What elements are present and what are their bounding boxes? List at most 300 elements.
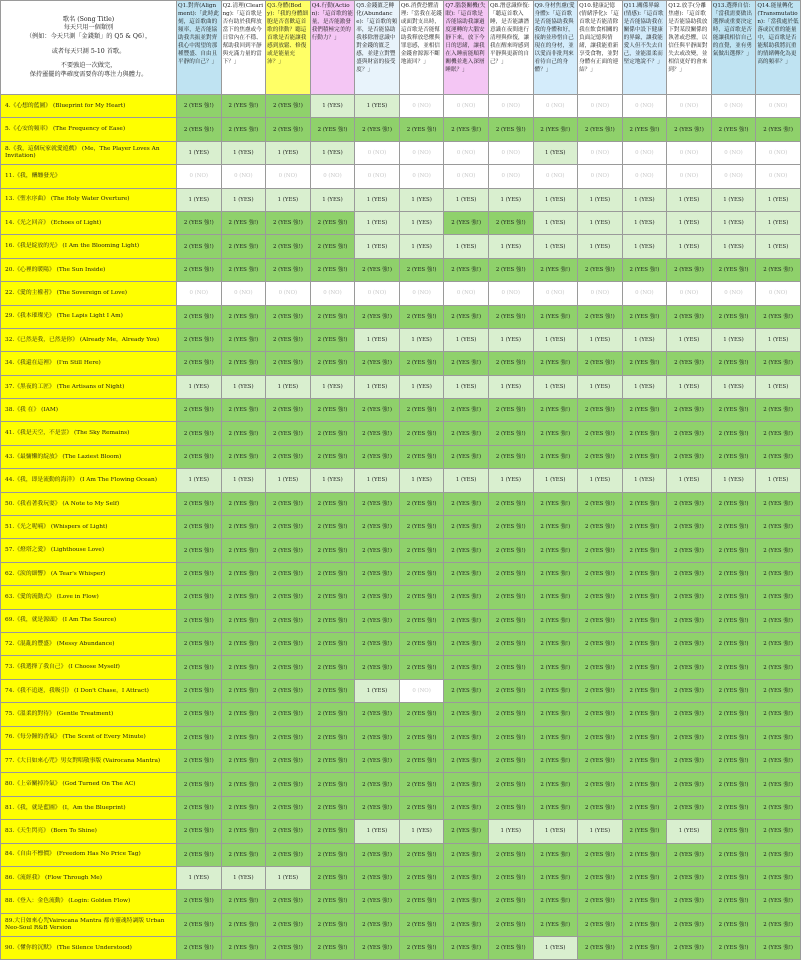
score-cell[interactable]: 1 (YES)	[667, 328, 712, 351]
song-title-cell[interactable]: 77.《大日如來心咒》男女對唱敬事版 (Vairocana Mantra)	[1, 749, 177, 772]
score-cell[interactable]: 2 (YES 強!)	[177, 890, 222, 913]
score-cell[interactable]: 1 (YES)	[667, 188, 712, 211]
score-cell[interactable]: 2 (YES 強!)	[355, 937, 400, 960]
score-cell[interactable]: 2 (YES 強!)	[444, 773, 489, 796]
score-cell[interactable]: 2 (YES 強!)	[177, 609, 222, 632]
score-cell[interactable]: 2 (YES 強!)	[310, 703, 355, 726]
score-cell[interactable]: 1 (YES)	[444, 188, 489, 211]
score-cell[interactable]: 2 (YES 強!)	[399, 399, 444, 422]
score-cell[interactable]: 0 (NO)	[221, 165, 266, 188]
score-cell[interactable]: 2 (YES 強!)	[533, 586, 578, 609]
score-cell[interactable]: 2 (YES 強!)	[444, 492, 489, 515]
song-title-cell[interactable]: 69.《我，就是源頭》 (I Am The Source)	[1, 609, 177, 632]
score-cell[interactable]: 2 (YES 強!)	[711, 562, 756, 585]
score-cell[interactable]: 2 (YES 強!)	[266, 328, 311, 351]
score-cell[interactable]: 2 (YES 強!)	[266, 609, 311, 632]
score-cell[interactable]: 0 (NO)	[667, 165, 712, 188]
score-cell[interactable]: 1 (YES)	[310, 188, 355, 211]
score-cell[interactable]: 2 (YES 強!)	[756, 820, 801, 843]
score-cell[interactable]: 2 (YES 強!)	[667, 586, 712, 609]
score-cell[interactable]: 2 (YES 強!)	[444, 539, 489, 562]
score-cell[interactable]: 2 (YES 強!)	[622, 726, 667, 749]
score-cell[interactable]: 2 (YES 強!)	[578, 679, 623, 702]
score-cell[interactable]: 2 (YES 強!)	[221, 492, 266, 515]
score-cell[interactable]: 2 (YES 強!)	[667, 866, 712, 889]
score-cell[interactable]: 2 (YES 強!)	[488, 211, 533, 234]
song-title-cell[interactable]: 76.《每分鐘的香氣》 (The Scent of Every Minute)	[1, 726, 177, 749]
score-cell[interactable]: 2 (YES 強!)	[221, 539, 266, 562]
score-cell[interactable]: 2 (YES 強!)	[667, 399, 712, 422]
score-cell[interactable]: 2 (YES 強!)	[221, 656, 266, 679]
score-cell[interactable]: 1 (YES)	[667, 211, 712, 234]
score-cell[interactable]: 2 (YES 強!)	[756, 890, 801, 913]
score-cell[interactable]: 2 (YES 強!)	[533, 516, 578, 539]
score-cell[interactable]: 2 (YES 強!)	[711, 352, 756, 375]
score-cell[interactable]: 1 (YES)	[488, 469, 533, 492]
score-cell[interactable]: 1 (YES)	[756, 211, 801, 234]
score-cell[interactable]: 2 (YES 強!)	[756, 352, 801, 375]
score-cell[interactable]: 2 (YES 強!)	[622, 937, 667, 960]
score-cell[interactable]: 1 (YES)	[533, 375, 578, 398]
score-cell[interactable]: 2 (YES 強!)	[444, 562, 489, 585]
score-cell[interactable]: 2 (YES 強!)	[711, 305, 756, 328]
score-cell[interactable]: 2 (YES 強!)	[310, 492, 355, 515]
score-cell[interactable]: 1 (YES)	[177, 375, 222, 398]
score-cell[interactable]: 2 (YES 強!)	[488, 539, 533, 562]
score-cell[interactable]: 2 (YES 強!)	[667, 656, 712, 679]
score-cell[interactable]: 2 (YES 強!)	[444, 866, 489, 889]
score-cell[interactable]: 2 (YES 強!)	[711, 773, 756, 796]
score-cell[interactable]: 1 (YES)	[533, 937, 578, 960]
score-cell[interactable]: 2 (YES 強!)	[444, 211, 489, 234]
song-title-cell[interactable]: 57.《燈塔之愛》 (Lighthouse Love)	[1, 539, 177, 562]
score-cell[interactable]: 2 (YES 強!)	[221, 211, 266, 234]
score-cell[interactable]: 1 (YES)	[355, 679, 400, 702]
score-cell[interactable]: 2 (YES 強!)	[667, 703, 712, 726]
score-cell[interactable]: 1 (YES)	[355, 235, 400, 258]
question-header-q8[interactable]: Q8.潛意識修復:「聽這首歌入睡，是否能讓潛意識在夜間進行清理與修復，讓我在醒來時感到平靜與更新的自己？」	[488, 1, 533, 95]
score-cell[interactable]: 2 (YES 強!)	[756, 562, 801, 585]
song-title-cell[interactable]: 14.《光之回音》 (Echoes of Light)	[1, 211, 177, 234]
score-cell[interactable]: 1 (YES)	[622, 188, 667, 211]
score-cell[interactable]: 1 (YES)	[355, 188, 400, 211]
score-cell[interactable]: 2 (YES 強!)	[488, 679, 533, 702]
score-cell[interactable]: 0 (NO)	[533, 282, 578, 305]
song-title-cell[interactable]: 29.《我本璀璨光》 (The Lapis Light I Am)	[1, 305, 177, 328]
score-cell[interactable]: 2 (YES 強!)	[266, 913, 311, 936]
score-cell[interactable]: 2 (YES 強!)	[177, 235, 222, 258]
score-cell[interactable]: 2 (YES 強!)	[266, 656, 311, 679]
score-cell[interactable]: 2 (YES 強!)	[578, 632, 623, 655]
score-cell[interactable]: 1 (YES)	[266, 188, 311, 211]
score-cell[interactable]: 2 (YES 強!)	[711, 516, 756, 539]
score-cell[interactable]: 2 (YES 強!)	[399, 703, 444, 726]
score-cell[interactable]: 1 (YES)	[310, 469, 355, 492]
score-cell[interactable]: 2 (YES 強!)	[355, 399, 400, 422]
song-title-cell[interactable]: 13.《聖水序曲》 (The Holy Water Overture)	[1, 188, 177, 211]
score-cell[interactable]: 0 (NO)	[266, 165, 311, 188]
score-cell[interactable]: 2 (YES 強!)	[266, 539, 311, 562]
score-cell[interactable]: 2 (YES 強!)	[399, 539, 444, 562]
song-title-cell[interactable]: 86.《流經我》 (Flow Through Me)	[1, 866, 177, 889]
score-cell[interactable]: 2 (YES 強!)	[310, 937, 355, 960]
song-title-cell[interactable]: 22.《愛的主權者》 (The Sovereign of Love)	[1, 282, 177, 305]
score-cell[interactable]: 2 (YES 強!)	[667, 562, 712, 585]
song-title-cell[interactable]: 72.《混亂的豐盛》 (Messy Abundance)	[1, 632, 177, 655]
score-cell[interactable]: 2 (YES 強!)	[488, 890, 533, 913]
score-cell[interactable]: 2 (YES 強!)	[488, 726, 533, 749]
score-cell[interactable]: 1 (YES)	[622, 375, 667, 398]
score-cell[interactable]: 2 (YES 強!)	[622, 422, 667, 445]
score-cell[interactable]: 2 (YES 強!)	[310, 726, 355, 749]
score-cell[interactable]: 0 (NO)	[444, 95, 489, 118]
score-cell[interactable]: 2 (YES 強!)	[355, 773, 400, 796]
score-cell[interactable]: 2 (YES 強!)	[221, 422, 266, 445]
score-cell[interactable]: 2 (YES 強!)	[444, 445, 489, 468]
score-cell[interactable]: 2 (YES 強!)	[488, 749, 533, 772]
score-cell[interactable]: 2 (YES 強!)	[578, 843, 623, 866]
score-cell[interactable]: 2 (YES 強!)	[667, 796, 712, 819]
score-cell[interactable]: 2 (YES 強!)	[444, 118, 489, 141]
score-cell[interactable]: 2 (YES 強!)	[177, 422, 222, 445]
score-cell[interactable]: 2 (YES 強!)	[177, 820, 222, 843]
score-cell[interactable]: 2 (YES 強!)	[310, 890, 355, 913]
score-cell[interactable]: 0 (NO)	[711, 282, 756, 305]
score-cell[interactable]: 2 (YES 強!)	[221, 562, 266, 585]
score-cell[interactable]: 2 (YES 強!)	[355, 632, 400, 655]
score-cell[interactable]: 1 (YES)	[578, 328, 623, 351]
score-cell[interactable]: 2 (YES 強!)	[578, 890, 623, 913]
score-cell[interactable]: 2 (YES 強!)	[266, 820, 311, 843]
score-cell[interactable]: 2 (YES 強!)	[221, 937, 266, 960]
score-cell[interactable]: 2 (YES 強!)	[355, 492, 400, 515]
score-cell[interactable]: 2 (YES 強!)	[667, 422, 712, 445]
score-cell[interactable]: 2 (YES 強!)	[444, 632, 489, 655]
score-cell[interactable]: 2 (YES 強!)	[667, 726, 712, 749]
score-cell[interactable]: 2 (YES 強!)	[488, 937, 533, 960]
score-cell[interactable]: 1 (YES)	[533, 188, 578, 211]
score-cell[interactable]: 0 (NO)	[399, 141, 444, 164]
score-cell[interactable]: 1 (YES)	[355, 469, 400, 492]
score-cell[interactable]: 2 (YES 強!)	[711, 843, 756, 866]
score-cell[interactable]: 2 (YES 強!)	[578, 258, 623, 281]
score-cell[interactable]: 2 (YES 強!)	[667, 539, 712, 562]
score-cell[interactable]: 2 (YES 強!)	[444, 422, 489, 445]
score-cell[interactable]: 2 (YES 強!)	[399, 516, 444, 539]
score-cell[interactable]: 0 (NO)	[578, 282, 623, 305]
score-cell[interactable]: 2 (YES 強!)	[533, 703, 578, 726]
score-cell[interactable]: 1 (YES)	[221, 188, 266, 211]
score-cell[interactable]: 2 (YES 強!)	[756, 656, 801, 679]
score-cell[interactable]: 2 (YES 強!)	[399, 422, 444, 445]
score-cell[interactable]: 2 (YES 強!)	[355, 539, 400, 562]
score-cell[interactable]: 2 (YES 強!)	[711, 586, 756, 609]
score-cell[interactable]: 1 (YES)	[355, 375, 400, 398]
score-cell[interactable]: 2 (YES 強!)	[622, 118, 667, 141]
score-cell[interactable]: 2 (YES 強!)	[711, 258, 756, 281]
score-cell[interactable]: 2 (YES 強!)	[578, 937, 623, 960]
score-cell[interactable]: 1 (YES)	[355, 211, 400, 234]
score-cell[interactable]: 1 (YES)	[578, 188, 623, 211]
score-cell[interactable]: 2 (YES 強!)	[488, 843, 533, 866]
score-cell[interactable]: 0 (NO)	[310, 282, 355, 305]
score-cell[interactable]: 2 (YES 強!)	[578, 773, 623, 796]
question-header-q4[interactable]: Q4.行動(Action):「這首歌的能量，是否能激發我們積極完美的行動力？」	[310, 1, 355, 95]
score-cell[interactable]: 2 (YES 強!)	[266, 586, 311, 609]
score-cell[interactable]: 0 (NO)	[756, 141, 801, 164]
score-cell[interactable]: 1 (YES)	[756, 188, 801, 211]
question-header-q14[interactable]: Q14.能量轉化(Transmutation):「當我處於低落或沉重的能量中，這首歌是否能幫助我將沉重的情緒轉化為更高的頻率？」	[756, 1, 801, 95]
score-cell[interactable]: 2 (YES 強!)	[310, 258, 355, 281]
score-cell[interactable]: 0 (NO)	[622, 165, 667, 188]
score-cell[interactable]: 2 (YES 強!)	[355, 422, 400, 445]
score-cell[interactable]: 2 (YES 強!)	[310, 562, 355, 585]
question-header-q11[interactable]: Q11.關係界線(情感):「這首歌是否能協助我在關係中設下健康的界線，讓我能愛人但不失去自己，並能溫柔而堅定地說不？」	[622, 1, 667, 95]
score-cell[interactable]: 2 (YES 強!)	[711, 422, 756, 445]
score-cell[interactable]: 2 (YES 強!)	[399, 632, 444, 655]
song-title-cell[interactable]: 8.《我，這個玩家就愛遊戲》 (Me，The Player Loves An Invitation)	[1, 141, 177, 164]
score-cell[interactable]: 2 (YES 強!)	[533, 258, 578, 281]
score-cell[interactable]: 2 (YES 強!)	[578, 445, 623, 468]
score-cell[interactable]: 1 (YES)	[533, 328, 578, 351]
score-cell[interactable]: 1 (YES)	[355, 95, 400, 118]
score-cell[interactable]: 2 (YES 強!)	[622, 609, 667, 632]
score-cell[interactable]: 2 (YES 強!)	[578, 609, 623, 632]
score-cell[interactable]: 2 (YES 強!)	[310, 679, 355, 702]
score-cell[interactable]: 1 (YES)	[266, 375, 311, 398]
score-cell[interactable]: 2 (YES 強!)	[177, 399, 222, 422]
score-cell[interactable]: 2 (YES 強!)	[578, 539, 623, 562]
score-cell[interactable]: 1 (YES)	[266, 141, 311, 164]
score-cell[interactable]: 2 (YES 強!)	[310, 211, 355, 234]
score-cell[interactable]: 2 (YES 強!)	[756, 843, 801, 866]
score-cell[interactable]: 2 (YES 強!)	[310, 352, 355, 375]
score-cell[interactable]: 2 (YES 強!)	[533, 539, 578, 562]
score-cell[interactable]: 2 (YES 強!)	[533, 656, 578, 679]
score-cell[interactable]: 0 (NO)	[667, 141, 712, 164]
question-header-q5[interactable]: Q5.金錢匱乏轉化(Abundance):「這首歌的頻率，是否能協助我移除潛意識中對金錢的匱乏感，並建立對豐盛與財富的接受度？」	[355, 1, 400, 95]
score-cell[interactable]: 0 (NO)	[177, 165, 222, 188]
score-cell[interactable]: 2 (YES 強!)	[578, 726, 623, 749]
score-cell[interactable]: 0 (NO)	[578, 165, 623, 188]
score-cell[interactable]: 2 (YES 強!)	[444, 609, 489, 632]
score-cell[interactable]: 2 (YES 強!)	[355, 258, 400, 281]
score-cell[interactable]: 2 (YES 強!)	[177, 679, 222, 702]
song-title-cell[interactable]: 5.《心安的頻率》 (The Frequency of Ease)	[1, 118, 177, 141]
score-cell[interactable]: 2 (YES 強!)	[578, 749, 623, 772]
score-cell[interactable]: 2 (YES 強!)	[399, 562, 444, 585]
score-cell[interactable]: 1 (YES)	[622, 328, 667, 351]
score-cell[interactable]: 2 (YES 強!)	[355, 305, 400, 328]
score-cell[interactable]: 2 (YES 強!)	[221, 305, 266, 328]
score-cell[interactable]: 1 (YES)	[177, 141, 222, 164]
score-cell[interactable]: 2 (YES 強!)	[711, 796, 756, 819]
score-cell[interactable]: 2 (YES 強!)	[310, 235, 355, 258]
score-cell[interactable]: 2 (YES 強!)	[177, 937, 222, 960]
score-cell[interactable]: 2 (YES 強!)	[622, 305, 667, 328]
score-cell[interactable]: 2 (YES 強!)	[221, 118, 266, 141]
score-cell[interactable]: 2 (YES 強!)	[711, 445, 756, 468]
score-cell[interactable]: 1 (YES)	[756, 328, 801, 351]
score-cell[interactable]: 2 (YES 強!)	[756, 726, 801, 749]
score-cell[interactable]: 2 (YES 強!)	[444, 703, 489, 726]
score-cell[interactable]: 0 (NO)	[711, 165, 756, 188]
score-cell[interactable]: 2 (YES 強!)	[578, 399, 623, 422]
score-cell[interactable]: 2 (YES 強!)	[177, 562, 222, 585]
score-cell[interactable]: 2 (YES 強!)	[177, 796, 222, 819]
score-cell[interactable]: 2 (YES 強!)	[221, 516, 266, 539]
score-cell[interactable]: 0 (NO)	[266, 282, 311, 305]
question-header-q6[interactable]: Q6.消費恐懼清理:「當我在花錢或面對支出時，這首歌是否能幫助我釋放恐懼與罪惡感，並相信金錢會源源不斷地流回？」	[399, 1, 444, 95]
score-cell[interactable]: 2 (YES 強!)	[266, 399, 311, 422]
score-cell[interactable]: 2 (YES 強!)	[711, 703, 756, 726]
score-cell[interactable]: 2 (YES 強!)	[221, 820, 266, 843]
score-cell[interactable]: 2 (YES 強!)	[622, 913, 667, 936]
score-cell[interactable]: 2 (YES 強!)	[444, 399, 489, 422]
score-cell[interactable]: 1 (YES)	[488, 188, 533, 211]
score-cell[interactable]: 2 (YES 強!)	[399, 118, 444, 141]
score-cell[interactable]: 2 (YES 強!)	[355, 843, 400, 866]
score-cell[interactable]: 2 (YES 強!)	[399, 305, 444, 328]
score-cell[interactable]: 2 (YES 強!)	[266, 95, 311, 118]
score-cell[interactable]: 2 (YES 強!)	[711, 632, 756, 655]
score-cell[interactable]: 2 (YES 強!)	[756, 492, 801, 515]
score-cell[interactable]: 2 (YES 強!)	[711, 539, 756, 562]
score-cell[interactable]: 1 (YES)	[667, 469, 712, 492]
score-cell[interactable]: 2 (YES 強!)	[667, 258, 712, 281]
score-cell[interactable]: 2 (YES 強!)	[266, 796, 311, 819]
score-cell[interactable]: 2 (YES 強!)	[266, 258, 311, 281]
song-title-cell[interactable]: 38.《我 在》 (IAM)	[1, 399, 177, 422]
score-cell[interactable]: 2 (YES 強!)	[444, 796, 489, 819]
score-cell[interactable]: 0 (NO)	[711, 141, 756, 164]
score-cell[interactable]: 2 (YES 強!)	[266, 235, 311, 258]
score-cell[interactable]: 2 (YES 強!)	[177, 305, 222, 328]
score-cell[interactable]: 1 (YES)	[711, 469, 756, 492]
question-header-q2[interactable]: Q2.清理(Clearing):「這首歌是否有助於我釋放當下的焦慮或今日常內在不穩、幫助我回到平靜與充滿力量的當下？」	[221, 1, 266, 95]
song-title-cell[interactable]: 20.《心裡的暖陽》 (The Sun Inside)	[1, 258, 177, 281]
score-cell[interactable]: 1 (YES)	[711, 235, 756, 258]
score-cell[interactable]: 1 (YES)	[533, 820, 578, 843]
score-cell[interactable]: 0 (NO)	[355, 165, 400, 188]
score-cell[interactable]: 2 (YES 強!)	[488, 516, 533, 539]
score-cell[interactable]: 1 (YES)	[533, 141, 578, 164]
score-cell[interactable]: 2 (YES 強!)	[444, 258, 489, 281]
score-cell[interactable]: 2 (YES 強!)	[622, 516, 667, 539]
score-cell[interactable]: 2 (YES 強!)	[221, 796, 266, 819]
score-cell[interactable]: 2 (YES 強!)	[266, 211, 311, 234]
score-cell[interactable]: 0 (NO)	[444, 165, 489, 188]
score-cell[interactable]: 2 (YES 強!)	[399, 913, 444, 936]
score-cell[interactable]: 2 (YES 強!)	[310, 586, 355, 609]
score-cell[interactable]: 1 (YES)	[221, 866, 266, 889]
score-cell[interactable]: 1 (YES)	[711, 375, 756, 398]
score-cell[interactable]: 2 (YES 強!)	[266, 305, 311, 328]
score-cell[interactable]: 2 (YES 強!)	[177, 632, 222, 655]
score-cell[interactable]: 1 (YES)	[444, 328, 489, 351]
score-cell[interactable]: 1 (YES)	[399, 375, 444, 398]
score-cell[interactable]: 2 (YES 強!)	[488, 352, 533, 375]
score-cell[interactable]: 2 (YES 強!)	[756, 445, 801, 468]
score-cell[interactable]: 2 (YES 強!)	[399, 796, 444, 819]
score-cell[interactable]: 2 (YES 強!)	[756, 937, 801, 960]
score-cell[interactable]: 1 (YES)	[622, 235, 667, 258]
score-cell[interactable]: 2 (YES 強!)	[310, 118, 355, 141]
score-cell[interactable]: 2 (YES 強!)	[533, 913, 578, 936]
score-cell[interactable]: 0 (NO)	[221, 282, 266, 305]
score-cell[interactable]: 2 (YES 強!)	[310, 749, 355, 772]
score-cell[interactable]: 2 (YES 強!)	[488, 422, 533, 445]
score-cell[interactable]: 2 (YES 強!)	[310, 656, 355, 679]
score-cell[interactable]: 2 (YES 強!)	[578, 492, 623, 515]
score-cell[interactable]: 2 (YES 強!)	[756, 866, 801, 889]
score-cell[interactable]: 2 (YES 強!)	[221, 749, 266, 772]
score-cell[interactable]: 2 (YES 強!)	[310, 516, 355, 539]
song-title-cell[interactable]: 74.《我不追逐，我吸引》 (I Don't Chase，I Attract)	[1, 679, 177, 702]
score-cell[interactable]: 1 (YES)	[221, 141, 266, 164]
score-cell[interactable]: 1 (YES)	[310, 141, 355, 164]
score-cell[interactable]: 0 (NO)	[756, 282, 801, 305]
score-cell[interactable]: 2 (YES 強!)	[266, 118, 311, 141]
score-cell[interactable]: 1 (YES)	[533, 211, 578, 234]
score-cell[interactable]: 2 (YES 強!)	[266, 632, 311, 655]
song-title-cell[interactable]: 4.《心想的藍圖》 (Blueprint for My Heart)	[1, 95, 177, 118]
score-cell[interactable]: 2 (YES 強!)	[756, 796, 801, 819]
song-title-cell[interactable]: 80.《上帝關掉冷氣》 (God Turned On The AC)	[1, 773, 177, 796]
score-cell[interactable]: 0 (NO)	[355, 282, 400, 305]
score-cell[interactable]: 2 (YES 強!)	[533, 749, 578, 772]
score-cell[interactable]: 2 (YES 強!)	[310, 632, 355, 655]
score-cell[interactable]: 2 (YES 強!)	[488, 586, 533, 609]
score-cell[interactable]: 0 (NO)	[756, 95, 801, 118]
song-title-cell[interactable]: 44.《我，即是流動的海洋》 (I Am The Flowing Ocean)	[1, 469, 177, 492]
score-cell[interactable]: 2 (YES 強!)	[578, 352, 623, 375]
song-title-cell[interactable]: 50.《我看著我玩耍》 (A Note to My Self)	[1, 492, 177, 515]
score-cell[interactable]: 2 (YES 強!)	[444, 843, 489, 866]
score-cell[interactable]: 2 (YES 強!)	[221, 609, 266, 632]
score-cell[interactable]: 2 (YES 強!)	[622, 703, 667, 726]
score-cell[interactable]: 2 (YES 強!)	[711, 656, 756, 679]
score-cell[interactable]: 2 (YES 強!)	[310, 866, 355, 889]
score-cell[interactable]: 1 (YES)	[221, 375, 266, 398]
score-cell[interactable]: 2 (YES 強!)	[533, 562, 578, 585]
score-cell[interactable]: 2 (YES 強!)	[488, 609, 533, 632]
score-cell[interactable]: 2 (YES 強!)	[667, 890, 712, 913]
score-cell[interactable]: 2 (YES 強!)	[266, 516, 311, 539]
score-cell[interactable]: 2 (YES 強!)	[399, 258, 444, 281]
score-cell[interactable]: 2 (YES 強!)	[488, 305, 533, 328]
score-cell[interactable]: 2 (YES 強!)	[177, 586, 222, 609]
score-cell[interactable]: 0 (NO)	[488, 141, 533, 164]
score-cell[interactable]: 2 (YES 強!)	[488, 656, 533, 679]
score-cell[interactable]: 2 (YES 強!)	[756, 586, 801, 609]
score-cell[interactable]: 2 (YES 強!)	[310, 328, 355, 351]
score-cell[interactable]: 2 (YES 強!)	[756, 422, 801, 445]
score-cell[interactable]: 2 (YES 強!)	[310, 773, 355, 796]
song-title-cell[interactable]: 43.《最慵懶的綻放》 (The Laziest Bloom)	[1, 445, 177, 468]
score-cell[interactable]: 1 (YES)	[756, 375, 801, 398]
score-cell[interactable]: 2 (YES 強!)	[444, 890, 489, 913]
score-cell[interactable]: 1 (YES)	[667, 235, 712, 258]
score-cell[interactable]: 2 (YES 強!)	[488, 258, 533, 281]
score-cell[interactable]: 2 (YES 強!)	[711, 679, 756, 702]
score-cell[interactable]: 2 (YES 強!)	[399, 937, 444, 960]
score-cell[interactable]: 2 (YES 強!)	[266, 726, 311, 749]
question-header-q10[interactable]: Q10.健康記憶(情緒淨化):「這首歌是否能清除我在飲食相關的負面記憶與情緒，讓我能重新享受食物，並對身體有正面的連結？」	[578, 1, 623, 95]
question-header-q13[interactable]: Q13.選擇自信:「當我需要做出選擇或重要決定時，這首歌是否能讓我相信自己的直覺，並有勇氣做出選擇？」	[711, 1, 756, 95]
score-cell[interactable]: 1 (YES)	[444, 375, 489, 398]
score-cell[interactable]: 2 (YES 強!)	[533, 866, 578, 889]
